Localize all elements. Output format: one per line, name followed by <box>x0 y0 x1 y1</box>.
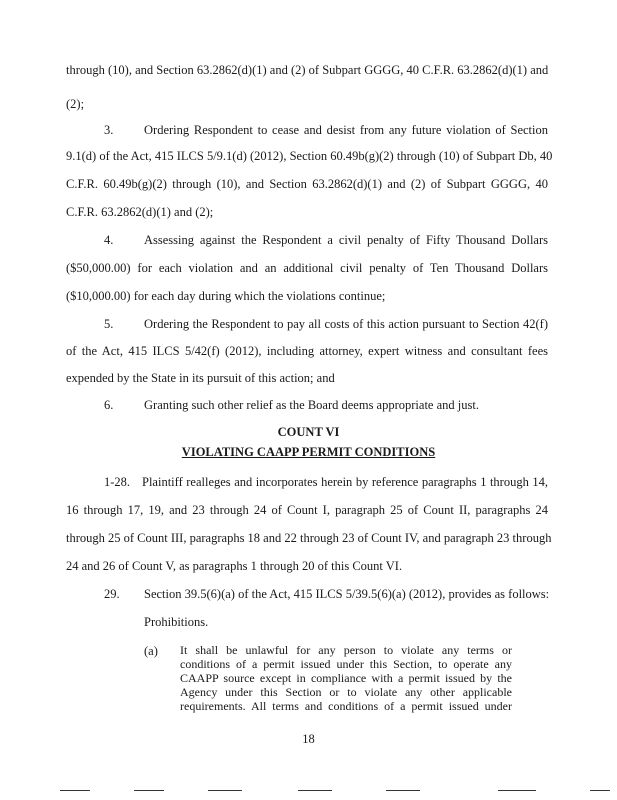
footer-rule <box>590 790 610 791</box>
text-line: of the Act, 415 ILCS 5/42(f) (2012), including attorney, expert witness and consultant fees <box>66 344 548 358</box>
count-heading: COUNT VI <box>277 425 340 439</box>
text-line: Plaintiff realleges and incorporates herein by reference paragraphs 1 through 14, <box>142 475 548 489</box>
paragraph-number: 3. <box>104 123 114 137</box>
footer-rule <box>208 790 242 791</box>
paragraph-number: 29. <box>104 587 120 601</box>
text-line: Ordering the Respondent to pay all costs of this action pursuant to Section 42(f) <box>144 317 548 331</box>
text-line: Section 39.5(6)(a) of the Act, 415 ILCS 5/39.5(6)(a) (2012), provides as follows: <box>144 587 550 601</box>
text-line: through 25 of Count III, paragraphs 18 and 22 through 23 of Count IV, and paragraph 23 through <box>66 531 552 545</box>
text-line: C.F.R. 60.49b(g)(2) through (10), and Section 63.2862(d)(1) and (2) of Subpart GGGG, 40 <box>66 177 548 191</box>
page-number: 18 <box>302 732 315 746</box>
text-line: (2); <box>66 97 85 111</box>
quote-line: conditions of a permit issued under this Section, to operate any <box>180 657 512 671</box>
text-line: expended by the State in its pursuit of this action; and <box>66 371 335 385</box>
count-subheading: VIOLATING CAAPP PERMIT CONDITIONS <box>181 445 436 459</box>
text-line: through (10), and Section 63.2862(d)(1) and (2) of Subpart GGGG, 40 C.F.R. 63.2862(d)(1) and <box>66 63 549 77</box>
quote-line: It shall be unlawful for any person to violate any terms or <box>180 643 512 657</box>
text-line: ($10,000.00) for each day during which the violations continue; <box>66 289 386 303</box>
subparagraph-label: (a) <box>144 644 158 658</box>
footer-rule <box>386 790 420 791</box>
text-line: 16 through 17, 19, and 23 through 24 of Count I, paragraph 25 of Count II, paragraphs 24 <box>66 503 548 517</box>
footer-rule <box>498 790 536 791</box>
footer-rule <box>60 790 90 791</box>
text-line: Assessing against the Respondent a civil penalty of Fifty Thousand Dollars <box>144 233 548 247</box>
text-line: Prohibitions. <box>144 615 209 629</box>
paragraph-number: 6. <box>104 398 114 412</box>
paragraph-number: 5. <box>104 317 114 331</box>
text-line: 9.1(d) of the Act, 415 ILCS 5/9.1(d) (2012), Section 60.49b(g)(2) through (10) of Subpart Db, 40 <box>66 149 553 163</box>
text-line: Granting such other relief as the Board deems appropriate and just. <box>144 398 479 412</box>
quote-line: CAAPP source except in compliance with a permit issued by the <box>180 671 512 685</box>
quote-line: requirements. All terms and conditions of a permit issued under <box>180 699 512 713</box>
text-line: C.F.R. 63.2862(d)(1) and (2); <box>66 205 214 219</box>
paragraph-number: 1-28. <box>104 475 131 489</box>
paragraph-number: 4. <box>104 233 114 247</box>
text-line: ($50,000.00) for each violation and an additional civil penalty of Ten Thousand Dollars <box>66 261 548 275</box>
footer-rule <box>134 790 164 791</box>
text-line: Ordering Respondent to cease and desist from any future violation of Section <box>144 123 548 137</box>
text-line: 24 and 26 of Count V, as paragraphs 1 through 20 of this Count VI. <box>66 559 403 573</box>
quote-line: Agency under this Section or to violate any other applicable <box>180 685 512 699</box>
footer-rule <box>298 790 332 791</box>
